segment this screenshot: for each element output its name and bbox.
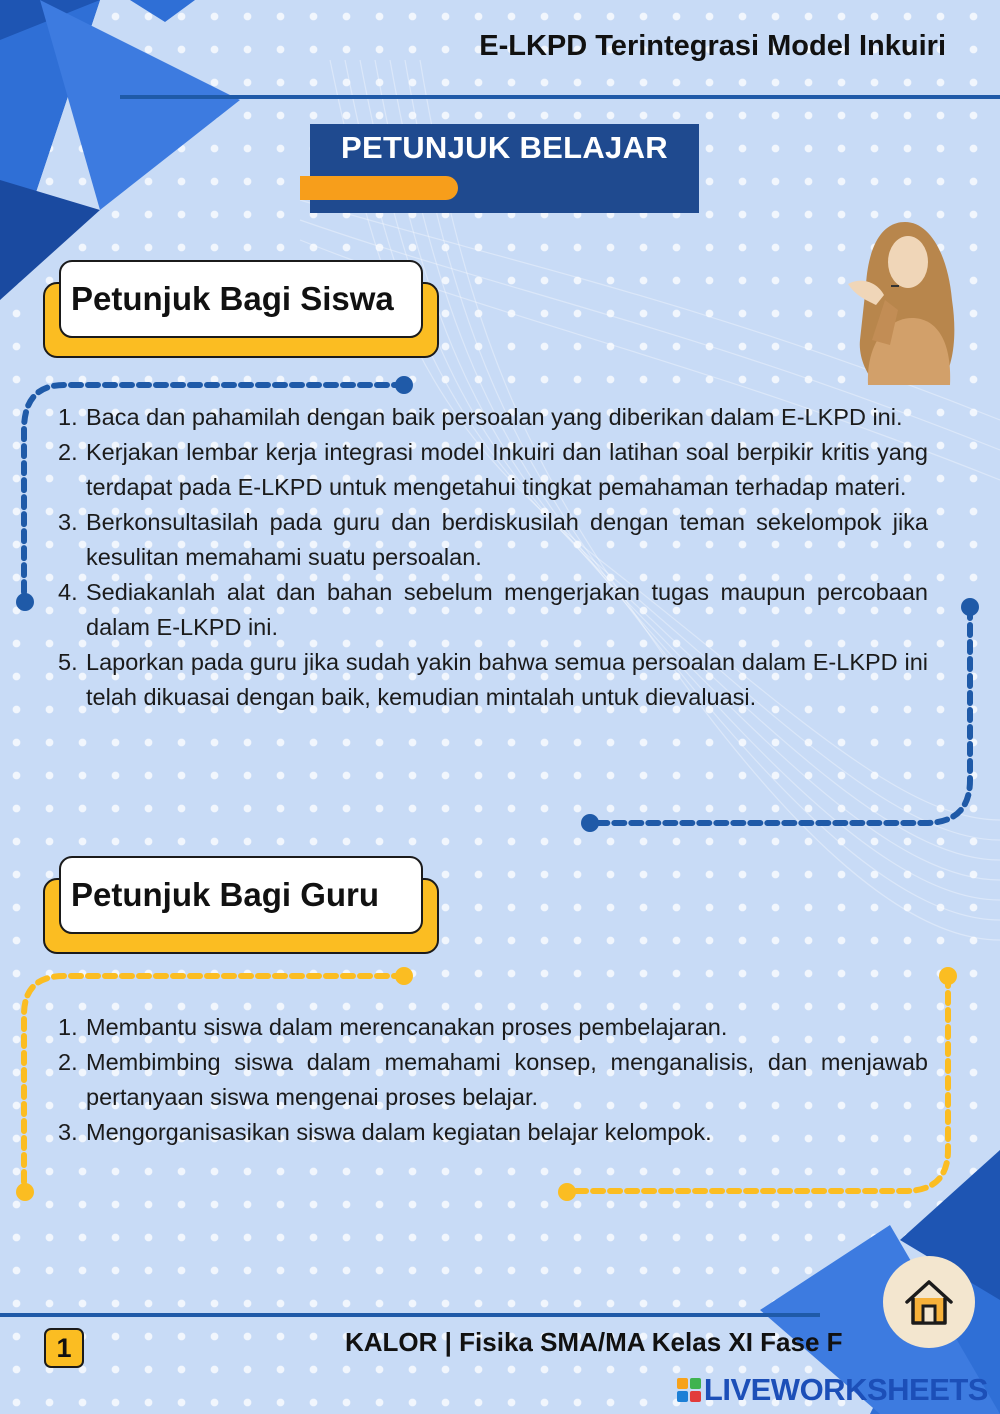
- header-title: E-LKPD Terintegrasi Model Inkuiri: [479, 30, 946, 62]
- list-text: Berkonsultasilah pada guru dan berdiskusilah dengan teman sekelompok jika kesulitan memahami suatu persoalan.: [86, 509, 928, 570]
- list-item: [58, 645, 928, 715]
- guru-connector-dot-4: [558, 1183, 576, 1201]
- list-item: [58, 1115, 928, 1150]
- list-item: [58, 435, 928, 505]
- list-number: 3.: [58, 1119, 78, 1145]
- siswa-heading-card: [59, 260, 423, 338]
- siswa-connector-dot-4: [581, 814, 599, 832]
- list-item: [58, 575, 928, 645]
- list-number: 4.: [58, 579, 78, 605]
- liveworksheets-logo: [677, 1372, 988, 1408]
- liveworksheets-logo-icon: [677, 1378, 701, 1402]
- guru-heading: Petunjuk Bagi Guru: [71, 876, 380, 913]
- siswa-list: [58, 400, 928, 715]
- teacher-illustration: [848, 222, 954, 385]
- list-text: Baca dan pahamilah dengan baik persoalan yang diberikan dalam E-LKPD ini.: [86, 404, 903, 430]
- list-text: Mengorganisasikan siswa dalam kegiatan belajar kelompok.: [86, 1119, 712, 1145]
- guru-connector-dot-3: [939, 967, 957, 985]
- list-item: [58, 1045, 928, 1115]
- list-item: [58, 400, 928, 435]
- siswa-heading: Petunjuk Bagi Siswa: [71, 280, 394, 317]
- list-item: [58, 1010, 928, 1045]
- guru-connector-dot-2: [16, 1183, 34, 1201]
- footer-text: KALOR | Fisika SMA/MA Kelas XI Fase F: [345, 1327, 843, 1357]
- siswa-connector-dot-1: [395, 376, 413, 394]
- list-text: Sediakanlah alat dan bahan sebelum mengerjakan tugas maupun percobaan dalam E-LKPD ini.: [86, 579, 928, 640]
- corner-triangle-tl-4: [130, 0, 195, 22]
- liveworksheets-brand: LIVEWORKSHEETS: [703, 1372, 988, 1407]
- list-number: 5.: [58, 649, 78, 675]
- guru-list: [58, 1010, 928, 1150]
- list-number: 2.: [58, 439, 78, 465]
- list-text: Membantu siswa dalam merencanakan proses pembelajaran.: [86, 1014, 728, 1040]
- page-number-badge: 1: [44, 1328, 84, 1368]
- list-text: Kerjakan lembar kerja integrasi model Inkuiri dan latihan soal berpikir kritis yang terdapat pada E-LKPD untuk mengetahui tingkat pemahaman terhadap materi.: [86, 439, 928, 500]
- header-line: [120, 95, 1000, 99]
- list-text: Laporkan pada guru jika sudah yakin bahwa semua persoalan dalam E-LKPD ini telah dikuasai dengan baik, kemudian mintalah untuk dievaluasi.: [86, 649, 928, 710]
- siswa-connector-dot-2: [16, 593, 34, 611]
- guru-heading-card: [59, 856, 423, 934]
- siswa-connector-dot-3: [961, 598, 979, 616]
- home-button[interactable]: [883, 1256, 975, 1348]
- list-number: 1.: [58, 1014, 78, 1040]
- banner-title: PETUNJUK BELAJAR: [341, 130, 668, 165]
- corner-triangle-tl-3: [40, 0, 240, 210]
- list-number: 3.: [58, 509, 78, 535]
- list-text: Membimbing siswa dalam memahami konsep, menganalisis, dan menjawab pertanyaan siswa mengenai proses belajar.: [86, 1049, 928, 1110]
- banner-accent-bar: [300, 176, 458, 200]
- guru-connector-dot-1: [395, 967, 413, 985]
- list-item: [58, 505, 928, 575]
- list-number: 2.: [58, 1049, 78, 1075]
- home-icon: [902, 1277, 956, 1327]
- list-number: 1.: [58, 404, 78, 430]
- footer-line: [0, 1313, 820, 1317]
